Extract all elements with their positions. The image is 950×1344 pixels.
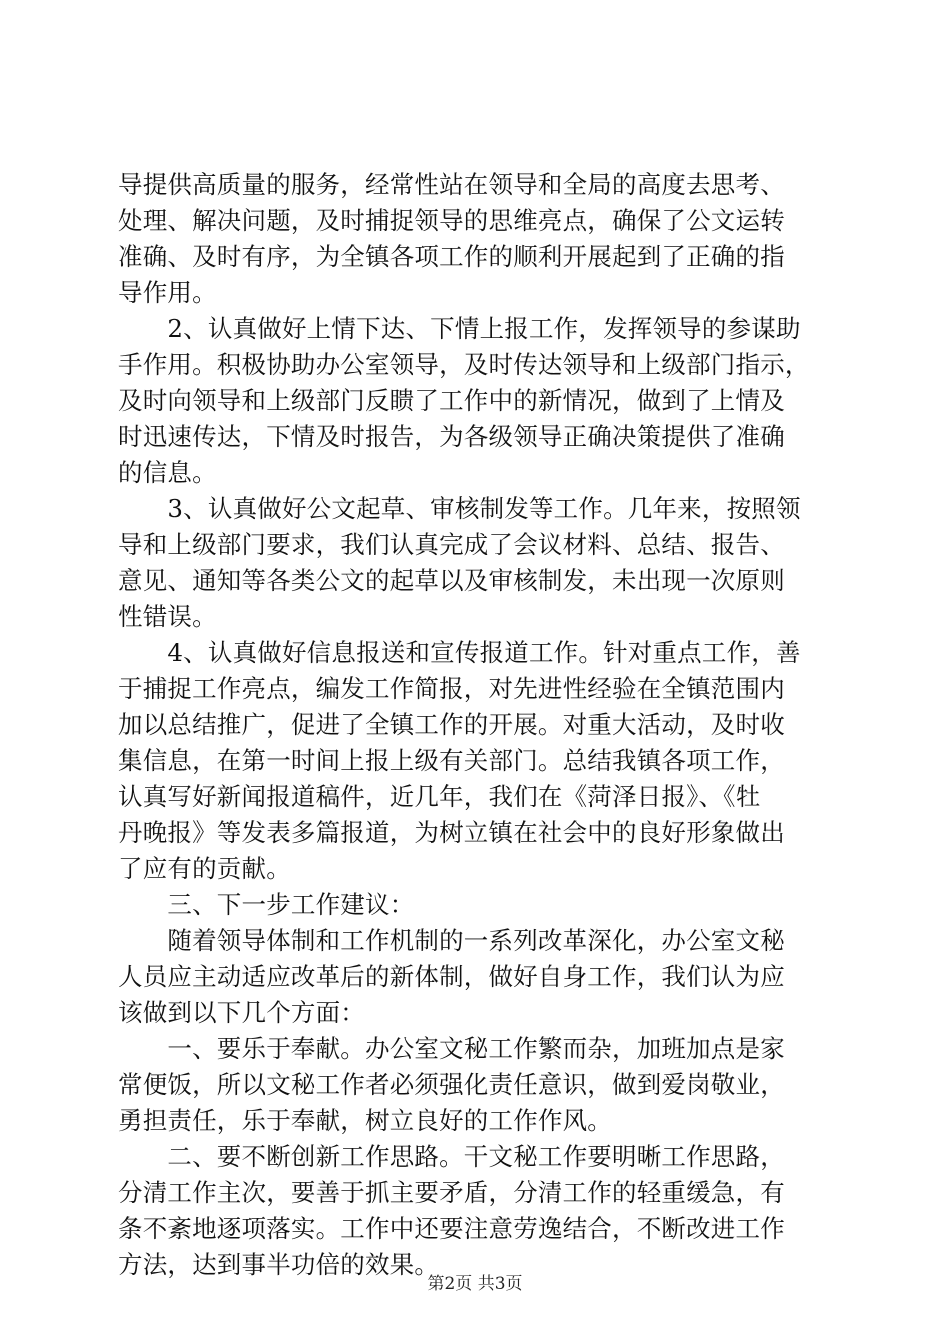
text-line: 常便饭，所以文秘工作者必须强化责任意识，做到爱岗敬业，: [118, 1070, 785, 1099]
text-line: 及时向领导和上级部门反瞆了工作中的新情况，做到了上情及: [118, 386, 785, 415]
text-line: 勇担责任，乐于奉献，树立良好的工作作风。: [118, 1106, 612, 1135]
text-line: 4、认真做好信息报送和宣传报道工作。针对重点工作，善: [118, 638, 801, 667]
text-line: 方法，达到事半功倍的效果。: [118, 1250, 440, 1279]
text-line: 导和上级部门要求，我们认真完成了会议材料、总结、报告、: [118, 530, 785, 559]
text-line: 于捕捉工作亮点，编发工作简报，对先进性经验在全镇范围内: [118, 674, 785, 703]
text-line: 3、认真做好公文起草、审核制发等工作。几年来，按照领: [118, 494, 801, 523]
text-line: 2、认真做好上情下达、下情上报工作，发挥领导的参谋助: [118, 314, 801, 343]
section-heading: 三、下一步工作建议：: [118, 890, 415, 919]
text-line: 准确、及时有序，为全镇各项工作的顺利开展起到了正确的指: [118, 242, 785, 271]
text-line: 丹晚报》等发表多篇报道，为树立镇在社会中的良好形象做出: [118, 818, 785, 847]
text-line: 二、要不断创新工作思路。干文秘工作要明晰工作思路，: [118, 1142, 785, 1171]
text-line: 该做到以下几个方面：: [118, 998, 365, 1027]
text-line: 意见、通知等各类公文的起草以及审核制发，未出现一次原则: [118, 566, 785, 595]
text-line: 条不紊地逐项落实。工作中还要注意劳逸结合，不断改进工作: [118, 1214, 785, 1243]
text-line: 人员应主动适应改革后的新体制，做好自身工作，我们认为应: [118, 962, 785, 991]
text-line: 手作用。积极协助办公室领导，及时传达领导和上级部门指示，: [118, 350, 810, 379]
text-line: 导作用。: [118, 278, 217, 307]
text-line: 加以总结推广，促进了全镇工作的开展。对重大活动，及时收: [118, 710, 785, 739]
text-line: 集信息，在第一时间上报上级有关部门。总结我镇各项工作，: [118, 746, 785, 775]
text-line: 的信息。: [118, 458, 217, 487]
text-line: 分清工作主次，要善于抓主要矛盾，分清工作的轻重缓急，有: [118, 1178, 785, 1207]
text-line: 导提供高质量的服务，经常性站在领导和全局的高度去思考、: [118, 170, 785, 199]
text-line: 随着领导体制和工作机制的一系列改革深化，办公室文秘: [118, 926, 785, 955]
text-line: 认真写好新闻报道稿件，近几年，我们在《菏泽日报》、《牡: [118, 782, 761, 811]
text-line: 一、要乐于奉献。办公室文秘工作繁而杂，加班加点是家: [118, 1034, 785, 1063]
page-footer: 第2页 共3页: [427, 1274, 523, 1294]
text-line: 时迅速传达，下情及时报告，为各级领导正确决策提供了准确: [118, 422, 785, 451]
text-line: 处理、解决问题，及时捕捉领导的思维亮点，确保了公文运转: [118, 206, 785, 235]
text-line: 了应有的贡献。: [118, 854, 291, 883]
text-line: 性错误。: [118, 602, 217, 631]
